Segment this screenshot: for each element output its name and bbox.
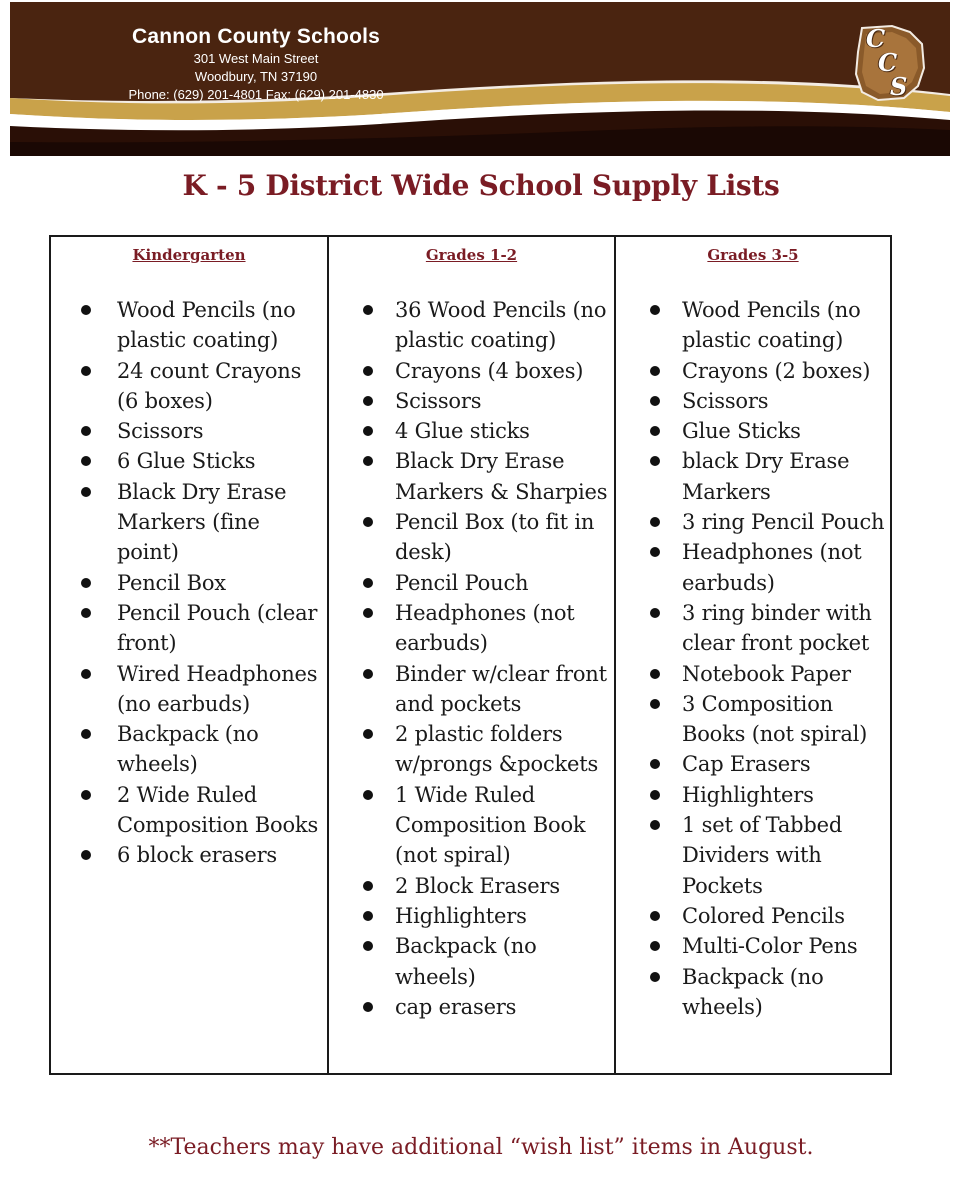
bullet-icon — [81, 305, 91, 315]
bullet-icon — [650, 547, 660, 557]
list-item — [329, 507, 614, 568]
bullet-icon — [650, 366, 660, 376]
list-item-text: Black Dry Erase Markers & Sharpies — [395, 449, 608, 504]
list-item — [616, 416, 890, 446]
list-item — [329, 356, 614, 386]
bullet-icon — [363, 305, 373, 315]
list-item — [51, 598, 327, 659]
supply-list-table — [49, 235, 892, 1075]
list-item — [329, 719, 614, 780]
list-item — [329, 386, 614, 416]
list-item — [616, 507, 890, 537]
list-item-text: Wired Headphones (no earbuds) — [117, 661, 318, 716]
list-item-text: Wood Pencils (no plastic coating) — [682, 298, 861, 353]
list-item — [616, 749, 890, 779]
list-item-text: Pencil Pouch — [395, 570, 529, 595]
list-item — [329, 446, 614, 507]
bullet-icon — [650, 456, 660, 466]
list-item — [616, 931, 890, 961]
list-item — [616, 446, 890, 507]
list-item — [616, 598, 890, 659]
list-item-text: Wood Pencils (no plastic coating) — [117, 298, 296, 353]
list-item-text: Binder w/clear front and pockets — [395, 661, 607, 716]
list-item — [616, 780, 890, 810]
column-heading-grades-1-2: Grades 1-2 — [425, 246, 518, 264]
bullet-icon — [363, 911, 373, 921]
list-item-text: Pencil Box (to fit in desk) — [395, 510, 595, 565]
ccs-county-logo — [848, 22, 928, 102]
list-item-text: Multi-Color Pens — [682, 934, 858, 959]
bullet-icon — [650, 305, 660, 315]
bullet-icon — [650, 759, 660, 769]
list-item-text: Pencil Pouch (clear front) — [117, 600, 318, 656]
bullet-icon — [650, 941, 660, 951]
bullet-icon — [81, 790, 91, 800]
bullet-icon — [363, 608, 373, 618]
list-item — [616, 659, 890, 689]
footnote: **Teachers may have additional “wish list” items in August. — [148, 1135, 814, 1160]
list-item — [51, 719, 327, 780]
list-item — [329, 992, 614, 1022]
list-item-text: Pencil Box — [117, 570, 226, 595]
list-item-text: 2 Block Erasers — [395, 873, 560, 898]
list-item — [329, 901, 614, 931]
list-item — [329, 871, 614, 901]
list-item-text: Scissors — [682, 388, 769, 413]
list-item — [329, 568, 614, 598]
list-item — [616, 901, 890, 931]
logo-letter-s: S — [890, 72, 908, 101]
column-heading-kindergarten: Kindergarten — [132, 246, 246, 264]
list-item-text: Scissors — [117, 419, 204, 444]
list-item — [51, 659, 327, 720]
list-item — [51, 568, 327, 598]
list-item — [51, 840, 327, 870]
list-item-text: 1 Wide Ruled Composition Book (not spiral) — [395, 782, 586, 868]
bullet-icon — [363, 790, 373, 800]
list-item-text: Backpack (no wheels) — [117, 722, 259, 777]
bullet-icon — [81, 366, 91, 376]
list-item-text: 6 block erasers — [117, 843, 278, 868]
bullet-icon — [363, 941, 373, 951]
column-grades-1-2 — [327, 237, 614, 1073]
list-item-text: Crayons (4 boxes) — [395, 358, 584, 383]
list-item — [616, 356, 890, 386]
list-item-text: Backpack (no wheels) — [395, 934, 537, 989]
bullet-icon — [650, 608, 660, 618]
logo-letter-c2: C — [878, 48, 898, 77]
list-item — [51, 477, 327, 568]
bullet-icon — [363, 578, 373, 588]
list-item-text: Black Dry Erase Markers (fine point) — [117, 479, 287, 565]
list-item — [616, 689, 890, 750]
letterhead-banner — [10, 2, 950, 156]
list-item-text: 1 set of Tabbed Dividers with Pockets — [682, 813, 843, 898]
bullet-icon — [650, 426, 660, 436]
list-item-text: 3 Composition Books (not spiral) — [682, 691, 868, 747]
bullet-icon — [650, 911, 660, 921]
column-kindergarten — [51, 237, 327, 1073]
bullet-icon — [363, 426, 373, 436]
bullet-icon — [81, 578, 91, 588]
list-item — [329, 780, 614, 871]
list-item — [51, 780, 327, 841]
list-item — [329, 659, 614, 720]
contact-line: Phone: (629) 201-4801 Fax: (629) 201-4830 — [128, 87, 384, 102]
supply-list-grades-1-2 — [329, 295, 614, 1022]
address-line-2: Woodbury, TN 37190 — [194, 69, 318, 84]
bullet-icon — [650, 669, 660, 679]
list-item — [329, 416, 614, 446]
bullet-icon — [81, 669, 91, 679]
list-item — [329, 295, 614, 356]
bullet-icon — [363, 456, 373, 466]
list-item-text: Colored Pencils — [682, 903, 845, 928]
list-item — [616, 386, 890, 416]
org-name: Cannon County Schools — [131, 25, 381, 48]
list-item — [329, 598, 614, 659]
list-item — [616, 537, 890, 598]
bullet-icon — [650, 820, 660, 830]
bullet-icon — [363, 396, 373, 406]
list-item-text: 36 Wood Pencils (no plastic coating) — [395, 298, 607, 353]
bullet-icon — [650, 396, 660, 406]
list-item-text: 2 Wide Ruled Composition Books — [117, 782, 319, 838]
list-item — [51, 446, 327, 476]
list-item — [329, 931, 614, 992]
bullet-icon — [363, 1002, 373, 1012]
list-item-text: Headphones (not earbuds) — [395, 600, 575, 656]
list-item-text: 2 plastic folders w/prongs &pockets — [395, 722, 599, 777]
list-item — [616, 810, 890, 901]
address-line-1: 301 West Main Street — [193, 51, 319, 66]
bullet-icon — [81, 456, 91, 466]
logo-letter-c1: C — [866, 24, 886, 53]
bullet-icon — [650, 790, 660, 800]
bullet-icon — [363, 517, 373, 527]
list-item-text: 24 count Crayons (6 boxes) — [117, 358, 302, 413]
bullet-icon — [81, 487, 91, 497]
column-grades-3-5 — [614, 237, 890, 1073]
list-item-text: 6 Glue Sticks — [117, 449, 256, 474]
list-item-text: 3 ring Pencil Pouch — [682, 510, 885, 535]
bullet-icon — [650, 517, 660, 527]
bullet-icon — [650, 972, 660, 982]
bullet-icon — [81, 608, 91, 618]
list-item-text: Headphones (not earbuds) — [682, 540, 862, 595]
list-item-text: Highlighters — [682, 782, 814, 807]
list-item-text: Backpack (no wheels) — [682, 964, 824, 1019]
list-item-text: 3 ring binder with clear front pocket — [682, 600, 872, 656]
list-item-text: 4 Glue sticks — [395, 419, 530, 444]
list-item-text: Scissors — [395, 388, 482, 413]
list-item-text: black Dry Erase Markers — [682, 449, 850, 504]
list-item — [616, 962, 890, 1023]
list-item-text: Glue Sticks — [682, 419, 801, 444]
list-item — [51, 356, 327, 417]
list-item — [51, 295, 327, 356]
bullet-icon — [650, 699, 660, 709]
bullet-icon — [363, 366, 373, 376]
column-heading-grades-3-5: Grades 3-5 — [707, 246, 799, 264]
bullet-icon — [81, 729, 91, 739]
supply-list-grades-3-5 — [616, 295, 890, 1022]
bullet-icon — [363, 729, 373, 739]
list-item-text: cap erasers — [395, 994, 517, 1019]
list-item-text: Cap Erasers — [682, 752, 811, 777]
bullet-icon — [363, 881, 373, 891]
list-item-text: Highlighters — [395, 903, 527, 928]
bullet-icon — [81, 850, 91, 860]
list-item-text: Notebook Paper — [682, 661, 851, 686]
page-title: K - 5 District Wide School Supply Lists — [182, 169, 780, 202]
bullet-icon — [81, 426, 91, 436]
list-item — [616, 295, 890, 356]
list-item — [51, 416, 327, 446]
list-item-text: Crayons (2 boxes) — [682, 358, 871, 383]
supply-list-kindergarten — [51, 295, 327, 871]
bullet-icon — [363, 669, 373, 679]
